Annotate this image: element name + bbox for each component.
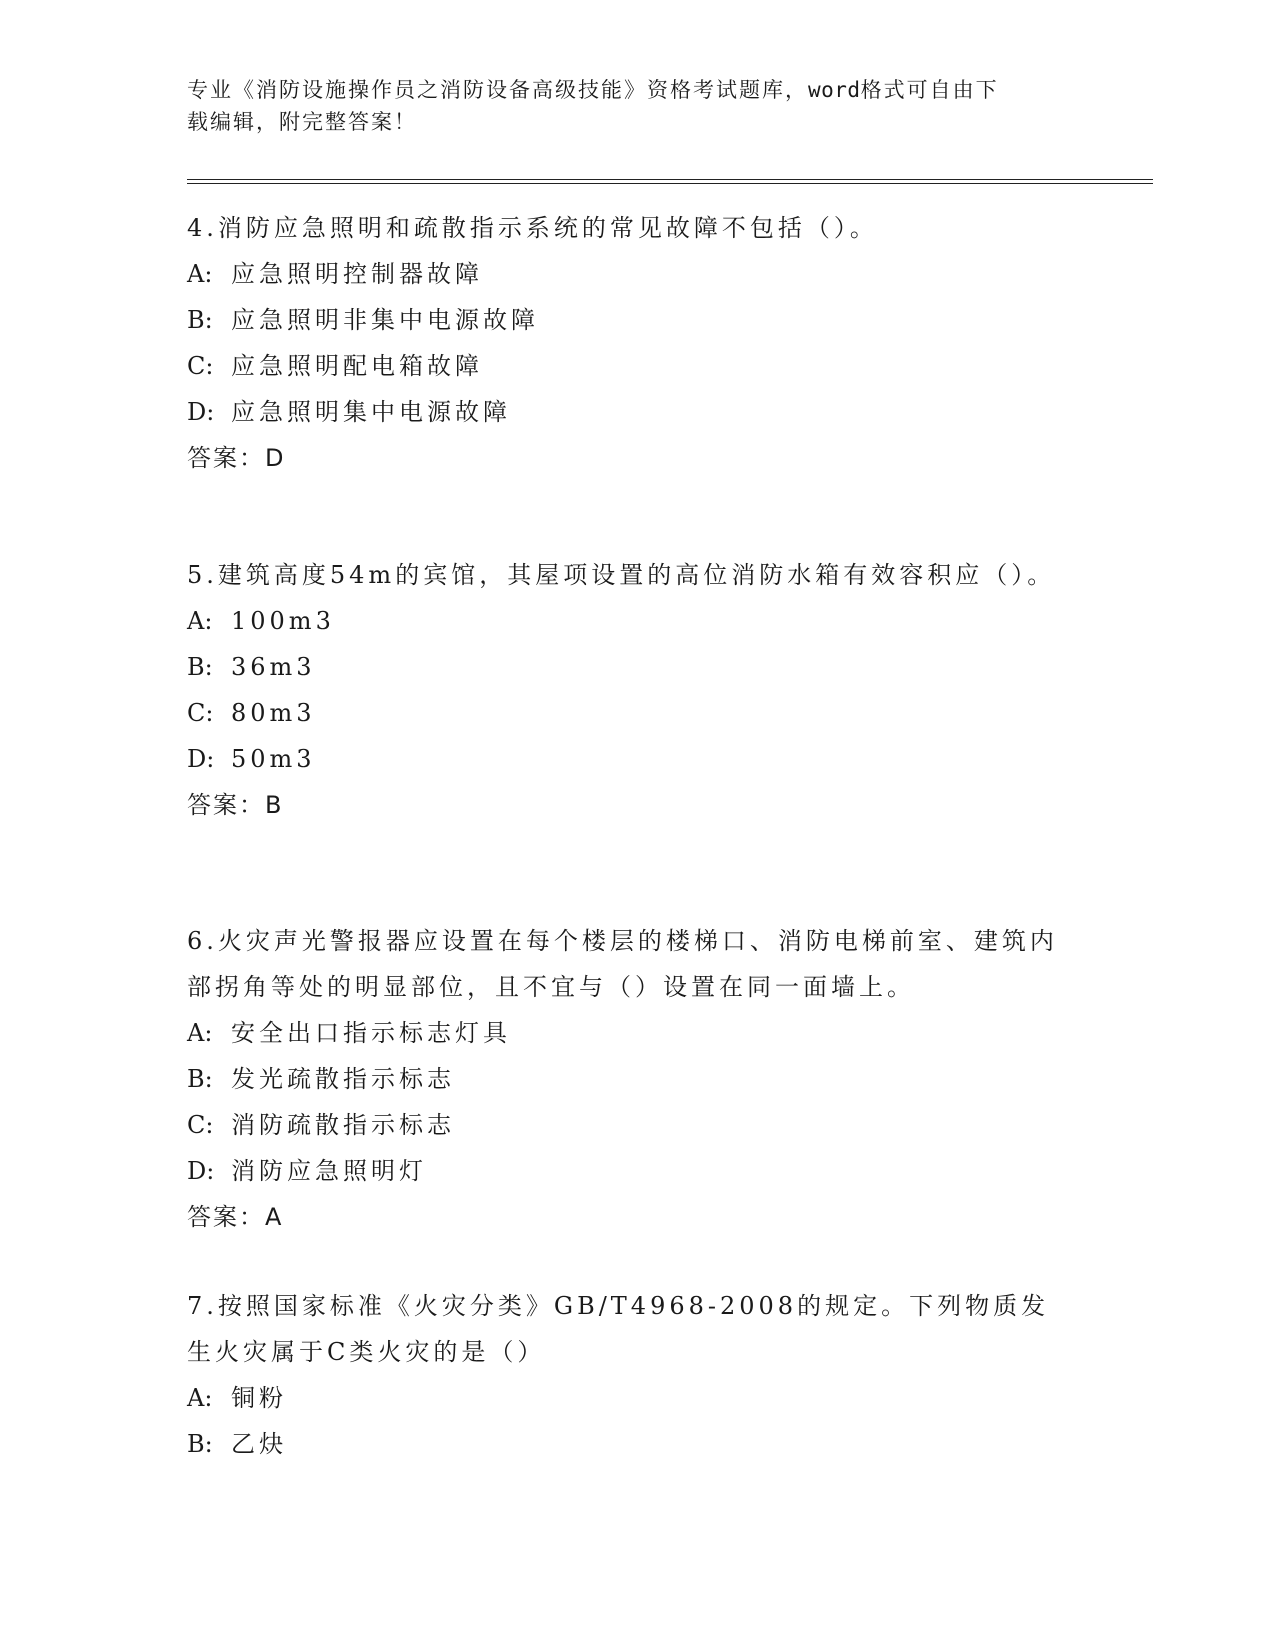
option-label: D: (187, 745, 215, 773)
option-label: A: (187, 260, 213, 288)
option-text: 应急照明控制器故障 (231, 260, 483, 288)
question-6 (187, 918, 1067, 1240)
question-6-option-a (187, 1010, 1067, 1056)
option-label: D: (187, 1157, 215, 1185)
option-label: C: (187, 699, 214, 727)
question-7-option-a (187, 1375, 1077, 1421)
question-6-option-d (187, 1148, 1067, 1194)
question-5-stem: 5.建筑高度54m的宾馆，其屋项设置的高位消防水箱有效容积应（）。 (187, 561, 1056, 589)
option-text: 安全出口指示标志灯具 (231, 1019, 511, 1047)
option-text: 发光疏散指示标志 (231, 1065, 455, 1093)
question-4 (187, 205, 1087, 481)
question-6-answer: 答案：A (187, 1203, 284, 1231)
question-4-option-c (187, 343, 1087, 389)
option-text: 铜粉 (231, 1384, 287, 1412)
option-text: 应急照明非集中电源故障 (231, 306, 539, 334)
question-7-stem: 7.按照国家标准《火灾分类》GB/T4968-2008的规定。下列物质发生火灾属于C类火灾的是（） (187, 1292, 1050, 1366)
question-4-option-a (187, 251, 1087, 297)
option-text: 应急照明集中电源故障 (231, 398, 511, 426)
option-text: 50m3 (231, 745, 316, 773)
option-text: 乙炔 (231, 1430, 287, 1458)
header-line-2: 载编辑，附完整答案！ (187, 110, 417, 134)
question-4-stem: 4.消防应急照明和疏散指示系统的常见故障不包括（）。 (187, 214, 878, 242)
question-5-option-c (187, 690, 1057, 736)
question-7 (187, 1283, 1077, 1467)
question-6-option-c (187, 1102, 1067, 1148)
header-line-1 (187, 74, 1067, 106)
question-5-answer: 答案：B (187, 791, 284, 819)
question-7-option-b (187, 1421, 1077, 1467)
option-text: 应急照明配电箱故障 (231, 352, 483, 380)
header-divider-bottom (187, 183, 1153, 184)
question-4-option-b (187, 297, 1087, 343)
header-divider-top (187, 179, 1153, 180)
question-5-option-a (187, 598, 1057, 644)
question-6-stem: 6.火灾声光警报器应设置在每个楼层的楼梯口、消防电梯前室、建筑内部拐角等处的明显部位，且不宜与（）设置在同一面墙上。 (187, 927, 1058, 1001)
option-label: A: (187, 607, 213, 635)
option-label: D: (187, 398, 215, 426)
option-text: 100m3 (231, 607, 335, 635)
question-5 (187, 552, 1057, 828)
option-label: A: (187, 1384, 213, 1412)
header-line-1-suffix: 格式可自由下 (860, 78, 999, 102)
option-label: C: (187, 352, 214, 380)
question-5-option-d (187, 736, 1057, 782)
option-label: B: (187, 653, 213, 681)
option-label: B: (187, 306, 213, 334)
question-6-option-b (187, 1056, 1067, 1102)
question-5-option-b (187, 644, 1057, 690)
option-label: A: (187, 1019, 213, 1047)
question-4-answer: 答案：D (187, 444, 286, 472)
option-label: B: (187, 1065, 213, 1093)
option-text: 36m3 (231, 653, 316, 681)
document-header (187, 74, 1067, 138)
option-label: B: (187, 1430, 213, 1458)
question-4-option-d (187, 389, 1087, 435)
header-word-label: word (808, 78, 861, 102)
option-text: 消防疏散指示标志 (231, 1111, 455, 1139)
option-text: 80m3 (231, 699, 316, 727)
option-text: 消防应急照明灯 (231, 1157, 427, 1185)
option-label: C: (187, 1111, 214, 1139)
header-line-1-prefix: 专业《消防设施操作员之消防设备高级技能》资格考试题库， (187, 78, 808, 102)
